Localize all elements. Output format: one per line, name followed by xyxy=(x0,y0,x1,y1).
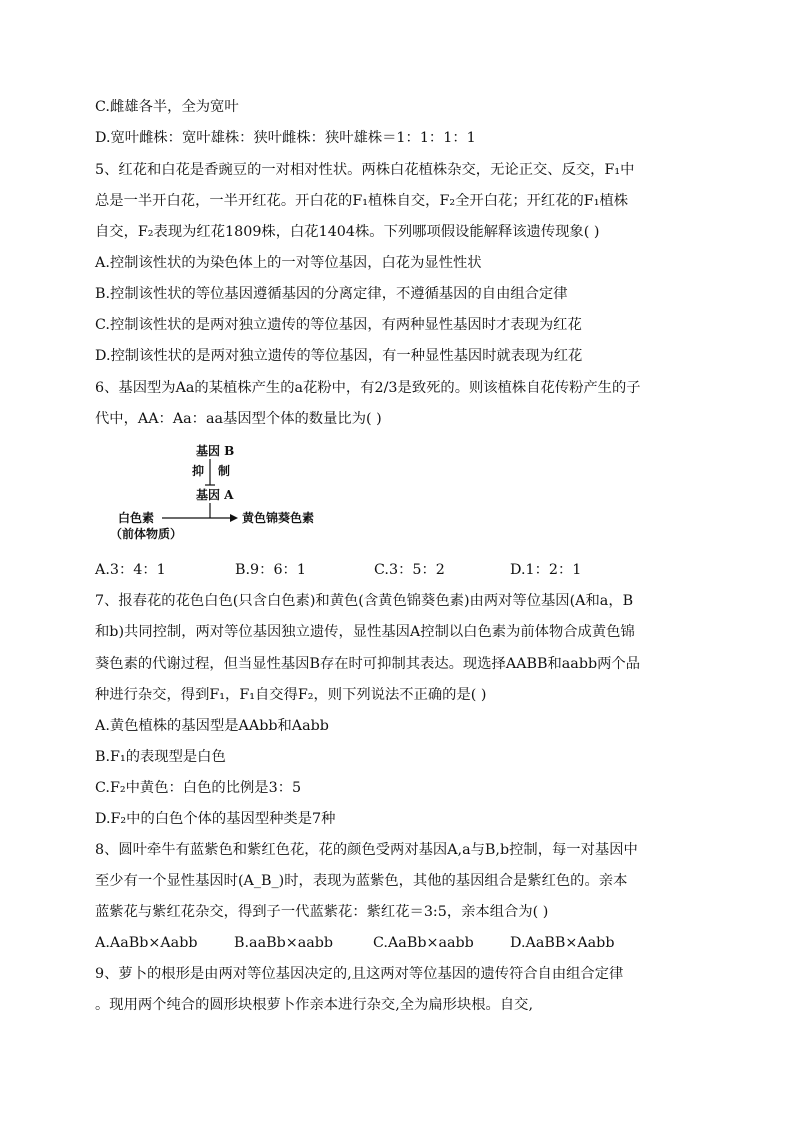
gene-b-label: 基因 B xyxy=(196,444,235,458)
gene-a-label: 基因 A xyxy=(196,488,234,502)
line: 至少有一个显性基因时(A_B_)时，表现为蓝紫色，其他的基因组合是紫红色的。亲本 xyxy=(95,873,628,889)
line: 9、萝卜的根形是由两对等位基因决定的,且这两对等位基因的遗传符合自由组合定律 xyxy=(95,966,624,982)
line: A.黄色植株的基因型是AAbb和Aabb xyxy=(95,718,329,734)
line: 葵色素的代谢过程，但当显性基因B存在时可抑制其表达。现选择AABB和aabb两个品 xyxy=(95,656,641,672)
line: 。现用两个纯合的圆形块根萝卜作亲本进行杂交,全为扁形块根。自交, xyxy=(95,997,533,1013)
q8-option-b: B.aaBb×aabb xyxy=(234,935,334,951)
line: B.控制该性状的等位基因遵循基因的分离定律，不遵循基因的自由组合定律 xyxy=(95,286,568,302)
line: C.控制该性状的是两对独立遗传的等位基因，有两种显性基因时才表现为红花 xyxy=(95,317,582,333)
line: 7、报春花的花色白色(只含白色素)和黄色(含黄色锦葵色素)由两对等位基因(A和a，B xyxy=(95,593,634,609)
line: 和b)共同控制，两对等位基因独立遗传，显性基因A控制以白色素为前体物合成黄色锦 xyxy=(95,624,635,640)
line: 6、基因型为Aa的某植株产生的a花粉中，有2/3是致死的。则该植株自花传粉产生的子 xyxy=(95,380,641,396)
line: D.宽叶雌株：宽叶雄株：狭叶雌株：狭叶雄株＝1：1：1：1 xyxy=(95,130,476,146)
line: 代中，AA：Aa：aa基因型个体的数量比为( ) xyxy=(95,411,382,427)
line: A.控制该性状的为染色体上的一对等位基因，白花为显性性状 xyxy=(95,255,482,271)
line: 自交，F₂表现为红花1809株，白花1404株。下列哪项假设能解释该遗传现象( ) xyxy=(95,224,600,240)
q6-option-b: B.9：6：1 xyxy=(235,562,306,578)
line: D.控制该性状的是两对独立遗传的等位基因，有一种显性基因时就表现为红花 xyxy=(95,348,583,364)
q6-option-c: C.3：5：2 xyxy=(374,562,445,578)
line: C.雌雄各半，全为宽叶 xyxy=(95,99,239,115)
precursor-label: （前体物质） xyxy=(110,527,183,541)
line: 总是一半开白花，一半开红花。开白花的F₁植株自交，F₂全开白花；开红花的F₁植株 xyxy=(95,193,629,209)
inhibit-char-2: 制 xyxy=(218,464,231,478)
line: 蓝紫花与紫红花杂交，得到子一代蓝紫花：紫红花＝3:5，亲本组合为( ) xyxy=(95,904,549,920)
white-pigment-label: 白色素 xyxy=(118,511,155,525)
q6-option-a: A.3：4：1 xyxy=(95,562,166,578)
pathway-diagram xyxy=(110,442,370,542)
line: C.F₂中黄色：白色的比例是3：5 xyxy=(95,780,302,796)
q8-option-c: C.AaBb×aabb xyxy=(373,935,474,951)
inhibit-char-1: 抑 xyxy=(192,464,205,478)
q8-option-d: D.AaBB×Aabb xyxy=(510,935,615,951)
line: 种进行杂交，得到F₁，F₁自交得F₂，则下列说法不正确的是( ) xyxy=(95,687,487,703)
arrow-head-icon xyxy=(230,514,238,522)
yellow-pigment-label: 黄色锦葵色素 xyxy=(242,511,315,525)
q8-option-a: A.AaBb×Aabb xyxy=(95,935,198,951)
line: B.F₁的表现型是白色 xyxy=(95,749,226,765)
line: 5、红花和白花是香豌豆的一对相对性状。两株白花植株杂交，无论正交、反交，F₁中 xyxy=(95,162,635,178)
q6-option-d: D.1：2：1 xyxy=(510,562,582,578)
line: 8、圆叶牵牛有蓝紫色和紫红色花，花的颜色受两对基因A,a与B,b控制，每一对基因中 xyxy=(95,842,638,858)
line: D.F₂中的白色个体的基因型种类是7种 xyxy=(95,811,336,827)
